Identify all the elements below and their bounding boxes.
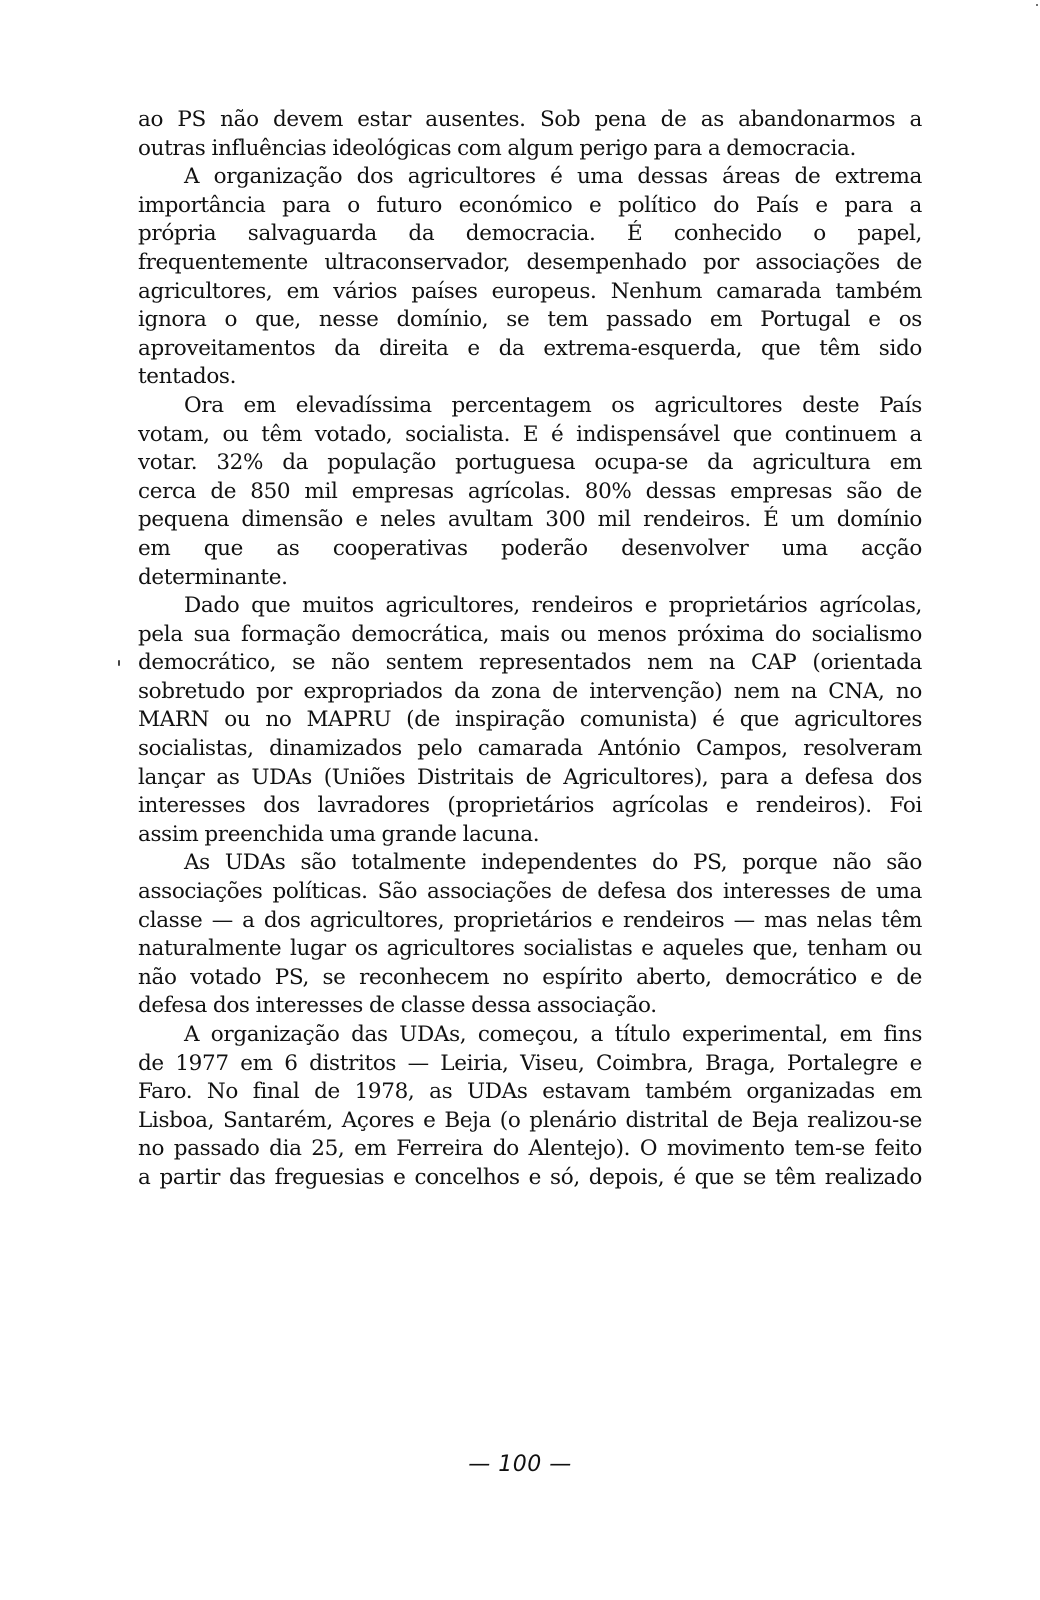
text-line: assim preenchida uma grande lacuna. bbox=[138, 821, 540, 847]
scan-speck bbox=[118, 660, 120, 666]
paragraph-6 bbox=[138, 1021, 922, 1193]
text-line: democrático, se não sentem representados nem na CAP (orientada bbox=[138, 650, 922, 676]
text-line: A organização dos agricultores é uma dessas áreas de extrema bbox=[184, 164, 922, 190]
text-line: agricultores, em vários países europeus. Nenhum camarada também bbox=[138, 278, 922, 304]
text-line: interesses dos lavradores (proprietários agrícolas e rendeiros). Foi bbox=[138, 793, 922, 819]
paragraph-4 bbox=[138, 592, 922, 849]
text-line: importância para o futuro económico e político do País e para a bbox=[138, 192, 922, 218]
text-line: ao PS não devem estar ausentes. Sob pena de as abandonarmos a bbox=[138, 107, 922, 132]
text-line: própria salvaguarda da democracia. É conhecido o papel, bbox=[138, 221, 922, 247]
text-line: Faro. No final de 1978, as UDAs estavam também organizadas em bbox=[138, 1079, 922, 1105]
text-line: votar. 32% da população portuguesa ocupa-se da agricultura em bbox=[138, 450, 922, 476]
text-line: determinante. bbox=[138, 564, 288, 590]
text-line: As UDAs são totalmente independentes do PS, porque não são bbox=[184, 850, 922, 876]
text-line: a partir das freguesias e concelhos e só, depois, é que se têm realizado bbox=[138, 1164, 922, 1190]
text-line: não votado PS, se reconhecem no espírito aberto, democrático e de bbox=[138, 964, 922, 990]
page-body bbox=[138, 106, 922, 1193]
text-line: lançar as UDAs (Uniões Distritais de Agricultores), para a defesa dos bbox=[138, 764, 922, 790]
paragraph-5 bbox=[138, 849, 922, 1021]
text-line: sobretudo por expropriados da zona de intervenção) nem na CNA, no bbox=[138, 678, 922, 704]
text-line: Lisboa, Santarém, Açores e Beja (o plenário distrital de Beja realizou-se bbox=[138, 1107, 922, 1133]
text-line: ignora o que, nesse domínio, se tem passado em Portugal e os bbox=[138, 307, 922, 333]
text-line: Ora em elevadíssima percentagem os agricultores deste País bbox=[184, 392, 922, 418]
scan-speck bbox=[1036, 4, 1038, 6]
text-line: A organização das UDAs, começou, a título experimental, em fins bbox=[184, 1022, 922, 1047]
text-line: cerca de 850 mil empresas agrícolas. 80% dessas empresas são de bbox=[138, 478, 922, 504]
paragraph-3 bbox=[138, 392, 922, 592]
text-line: votam, ou têm votado, socialista. E é indispensável que continuem a bbox=[138, 421, 922, 447]
text-line: defesa dos interesses de classe dessa associação. bbox=[138, 993, 657, 1019]
text-line: no passado dia 25, em Ferreira do Alentejo). O movimento tem-se feito bbox=[138, 1136, 922, 1162]
text-line: Dado que muitos agricultores, rendeiros e proprietários agrícolas, bbox=[184, 593, 922, 619]
text-line: socialistas, dinamizados pelo camarada António Campos, resolveram bbox=[138, 736, 922, 762]
page-number: — 100 — bbox=[468, 1452, 572, 1477]
text-line: aproveitamentos da direita e da extrema-esquerda, que têm sido bbox=[138, 335, 922, 361]
text-line: outras influências ideológicas com algum perigo para a democracia. bbox=[138, 135, 856, 161]
paragraph-2 bbox=[138, 163, 922, 392]
text-line: pequena dimensão e neles avultam 300 mil rendeiros. É um domínio bbox=[138, 507, 922, 533]
text-line: MARN ou no MAPRU (de inspiração comunista) é que agricultores bbox=[138, 707, 922, 733]
text-line: frequentemente ultraconservador, desempenhado por associações de bbox=[138, 249, 922, 275]
text-line: pela sua formação democrática, mais ou menos próxima do socialismo bbox=[138, 621, 922, 647]
text-line: classe — a dos agricultores, proprietários e rendeiros — mas nelas têm bbox=[138, 907, 922, 933]
text-line: de 1977 em 6 distritos — Leiria, Viseu, Coimbra, Braga, Portalegre e bbox=[138, 1050, 922, 1076]
paragraph-1 bbox=[138, 106, 922, 163]
text-line: naturalmente lugar os agricultores socialistas e aqueles que, tenham ou bbox=[138, 936, 922, 962]
text-line: em que as cooperativas poderão desenvolver uma acção bbox=[138, 535, 922, 561]
text-line: associações políticas. São associações de defesa dos interesses de uma bbox=[138, 879, 922, 905]
text-line: tentados. bbox=[138, 364, 237, 390]
